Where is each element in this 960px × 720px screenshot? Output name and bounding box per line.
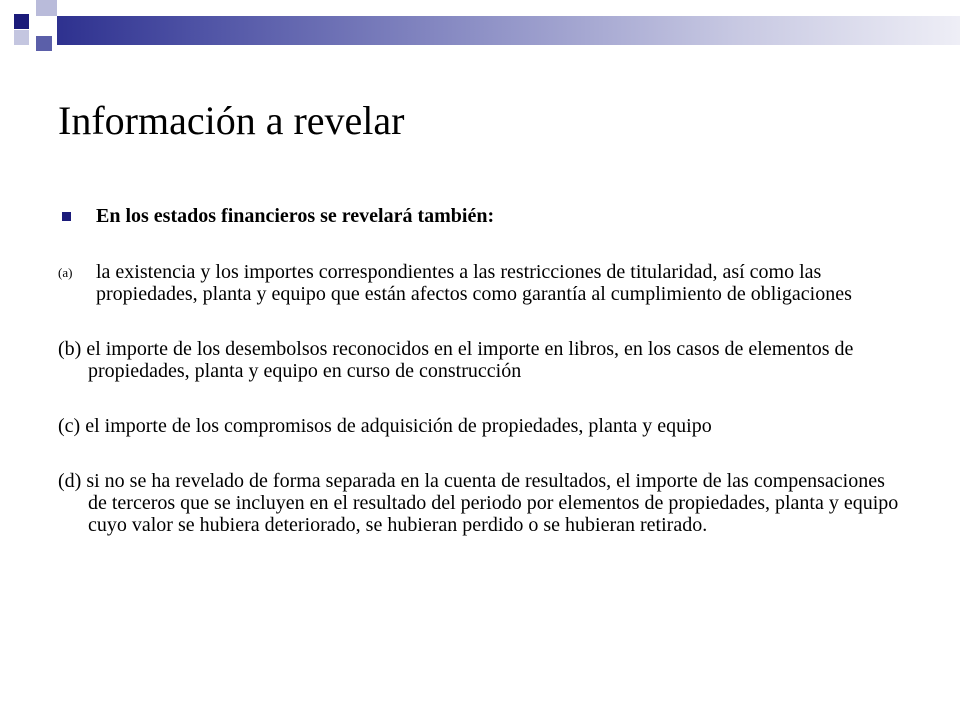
list-item-c: (c) el importe de los compromisos de adquisición de propiedades, planta y equipo xyxy=(58,415,712,437)
slide-body xyxy=(58,205,908,536)
decorative-square xyxy=(36,0,57,16)
bullet-heading xyxy=(58,205,908,227)
list-item-d: (d) si no se ha revelado de forma separada en la cuenta de resultados, el importe de las compensaciones de terceros que se incluyen en el resultado del periodo por elementos de propiedades, planta y equipo cuyo valor se hubiera deteriorado, se hubieran perdido o se hubieran retirado. xyxy=(58,470,899,536)
list-item-a xyxy=(58,261,908,305)
square-bullet-icon xyxy=(62,212,71,221)
list-item-marker: (a) xyxy=(58,265,73,280)
bullet-heading-text: En los estados financieros se revelará también: xyxy=(96,205,495,227)
header-gradient-bar xyxy=(57,16,960,45)
decorative-square xyxy=(36,36,52,51)
decorative-square xyxy=(14,30,29,45)
list-item-b: (b) el importe de los desembolsos reconocidos en el importe en libros, en los casos de elementos de propiedades, planta y equipo en curso de construcción xyxy=(58,338,854,382)
slide-title: Información a revelar xyxy=(58,98,405,143)
decorative-square xyxy=(14,14,29,29)
list-item-text: la existencia y los importes correspondientes a las restricciones de titularidad, así como las propiedades, planta y equipo que están afectos como garantía al cumplimiento de obligaciones xyxy=(96,261,852,305)
